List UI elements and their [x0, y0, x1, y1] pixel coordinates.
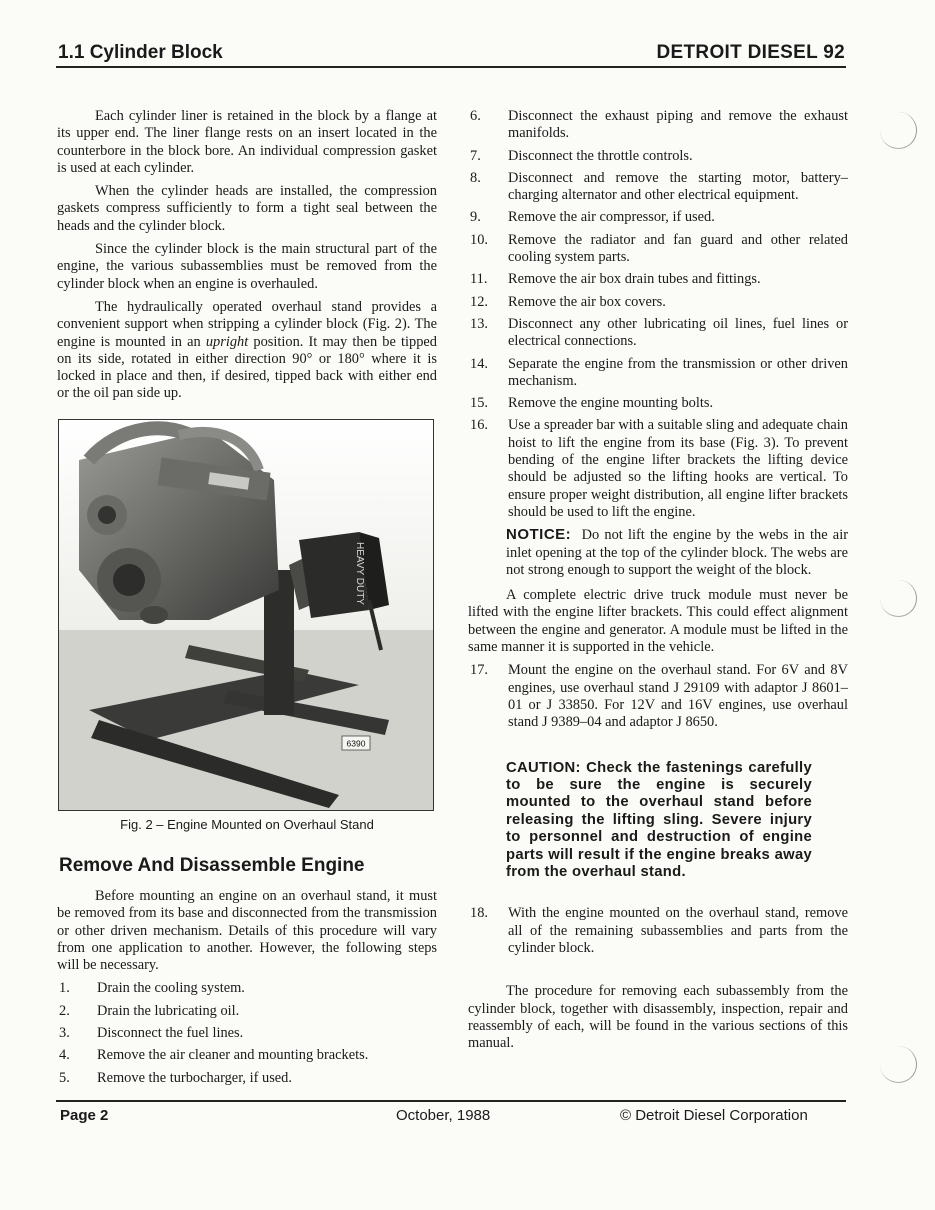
engine-stand-photo — [58, 419, 434, 811]
paragraph-structural: Since the cylinder block is the main structural part of the engine, the various subassemblies must be removed from the cylinder block when an engine is overhauled. — [57, 241, 437, 292]
list-item — [468, 662, 848, 731]
page-number: Page 2 — [60, 1107, 109, 1124]
list-item — [57, 1003, 437, 1020]
section-heading: 1.1 Cylinder Block — [58, 42, 223, 63]
list-item — [468, 209, 848, 226]
step-number: 3. — [59, 1025, 70, 1042]
left-column-procedure — [57, 888, 437, 1092]
step-text: Mount the engine on the overhaul stand. For 6V and 8V engines, use overhaul stand J 29109 with adaptor J 8601–01 or J 33850. For 12V and 16V engines, use overhaul stand J 9389–04 and adaptor J 8650. — [508, 662, 848, 731]
publication-date: October, 1988 — [396, 1107, 491, 1124]
left-column-intro — [57, 108, 437, 409]
step-text: Remove the engine mounting bolts. — [508, 395, 714, 412]
step-number: 13. — [470, 315, 488, 332]
stand-text-emphasis: upright — [205, 333, 249, 350]
list-item — [57, 980, 437, 997]
paragraph-liner: Each cylinder liner is retained in the block by a flange at its upper end. The liner flange rests on an insert located in the counterbore in the block bore. An individual compression gasket is used at each cylinder. — [57, 108, 437, 176]
stand-text-a: The hydraulically operated overhaul stand provides a convenient support when stripping a cylinder block (Fig. 2). The engine is mounted in an — [57, 298, 437, 350]
step-number: 5. — [59, 1069, 70, 1086]
section-title: Remove And Disassemble Engine — [59, 855, 365, 876]
step-text: Disconnect the throttle controls. — [508, 147, 693, 164]
step-number: 16. — [470, 417, 488, 434]
step-text: Remove the air box drain tubes and fittings. — [508, 271, 761, 288]
list-item — [468, 170, 848, 205]
step-number: 1. — [59, 980, 70, 997]
step-number: 11. — [470, 271, 488, 288]
list-item — [468, 905, 848, 957]
list-item — [57, 1047, 437, 1064]
step-text: Disconnect and remove the starting motor, battery–charging alternator and other electrical equipment. — [508, 169, 848, 204]
list-item — [468, 417, 848, 521]
steps-list-18 — [468, 905, 848, 957]
step-text: Remove the turbocharger, if used. — [97, 1069, 292, 1086]
steps-list-17 — [468, 662, 848, 731]
step-number: 8. — [470, 169, 481, 186]
list-item — [468, 108, 848, 143]
step-text: Disconnect the exhaust piping and remove the exhaust manifolds. — [508, 108, 848, 142]
list-item — [57, 1070, 437, 1087]
step-text: Remove the radiator and fan guard and other related cooling system parts. — [508, 231, 848, 266]
step-number: 12. — [470, 293, 488, 310]
list-item — [468, 271, 848, 288]
step-number: 2. — [59, 1002, 70, 1019]
steps-list-right — [468, 108, 848, 521]
list-item — [468, 395, 848, 412]
step-number: 4. — [59, 1047, 70, 1064]
photo-number: 6390 — [346, 738, 366, 749]
step-number: 14. — [470, 355, 488, 372]
step-text: With the engine mounted on the overhaul stand, remove all of the remaining subassemblies and parts from the cylinder block. — [508, 905, 848, 956]
list-item — [468, 294, 848, 311]
list-item — [57, 1025, 437, 1042]
step-number: 7. — [470, 147, 481, 164]
list-item — [468, 148, 848, 165]
notice-label: NOTICE: — [506, 526, 572, 544]
step-number: 6. — [470, 108, 481, 124]
step-text: Disconnect any other lubricating oil lines, fuel lines or electrical connections. — [508, 315, 848, 350]
paragraph-stand — [57, 299, 437, 403]
step-number: 15. — [470, 395, 488, 412]
punch-hole — [880, 1046, 917, 1083]
step-number: 17. — [470, 662, 488, 679]
step-number: 18. — [470, 905, 488, 922]
notice-text: Do not lift the engine by the webs in the air inlet opening at the top of the cylinder block. The webs are not strong enough to support the weight of the block. — [506, 527, 848, 578]
step-text: Disconnect the fuel lines. — [97, 1025, 244, 1042]
list-item — [468, 232, 848, 267]
copyright: © Detroit Diesel Corporation — [620, 1107, 808, 1124]
module-paragraph: A complete electric drive truck module must never be lifted with the engine lifter brackets. This could effect alignment between the engine and generator. A module must be lifted in the same manner it is supported in the vehicle. — [468, 587, 848, 656]
step-text: Remove the air box covers. — [508, 293, 666, 310]
stand-text-b: position. It may then be tipped on its side, rotated in either direction 90° or 180° where it is locked in place and then, if desired, tipped back with either end or the oil pan side up. — [57, 333, 437, 402]
figure-caption: Fig. 2 – Engine Mounted on Overhaul Stand — [120, 817, 374, 832]
caution-warning: CAUTION: Check the fastenings carefully to be sure the engine is securely mounted to the overhaul stand before releasing the lifting sling. Severe injury to personnel and destruction of engine parts will result if the engine breaks away from the overhaul stand. — [506, 759, 812, 880]
closing-paragraph: The procedure for removing each subassembly from the cylinder block, together with disassembly, inspection, repair and reassembly of each, will be found in the various sections of this manual. — [468, 983, 848, 1052]
section-intro: Before mounting an engine on an overhaul stand, it must be removed from its base and disconnected from the transmission or other driven mechanism. Details of this procedure will vary from one application to another. However, the following steps will be necessary. — [57, 888, 437, 974]
list-item — [468, 356, 848, 391]
heavy-duty-label: HEAVY DUTY — [354, 542, 365, 605]
step-text: Use a spreader bar with a suitable sling and adequate chain hoist to lift the engine from its base (Fig. 3). To prevent bending of the engine lifter brackets the lifting device should be adjusted so the lifting hooks are vertical. To ensure proper weight distribution, all engine lifter brackets should be used to lift the engine. — [508, 417, 848, 520]
step-text: Drain the cooling system. — [97, 980, 245, 997]
header-rule — [56, 66, 846, 68]
step-number: 10. — [470, 231, 488, 248]
right-column — [468, 108, 848, 1058]
notice-block — [506, 526, 848, 579]
steps-list-left — [57, 980, 437, 1086]
step-text: Drain the lubricating oil. — [97, 1002, 240, 1019]
punch-hole — [880, 580, 917, 617]
footer-rule — [56, 1100, 846, 1102]
step-number: 9. — [470, 209, 481, 226]
step-text: Remove the air cleaner and mounting brackets. — [97, 1047, 369, 1064]
step-text: Separate the engine from the transmission or other driven mechanism. — [508, 355, 848, 389]
list-item — [468, 316, 848, 351]
manual-title: DETROIT DIESEL 92 — [656, 42, 845, 63]
punch-hole — [880, 112, 917, 149]
step-text: Remove the air compressor, if used. — [508, 209, 715, 226]
paragraph-heads: When the cylinder heads are installed, the compression gaskets compress sufficiently to form a tight seal between the heads and the cylinder block. — [57, 183, 437, 234]
